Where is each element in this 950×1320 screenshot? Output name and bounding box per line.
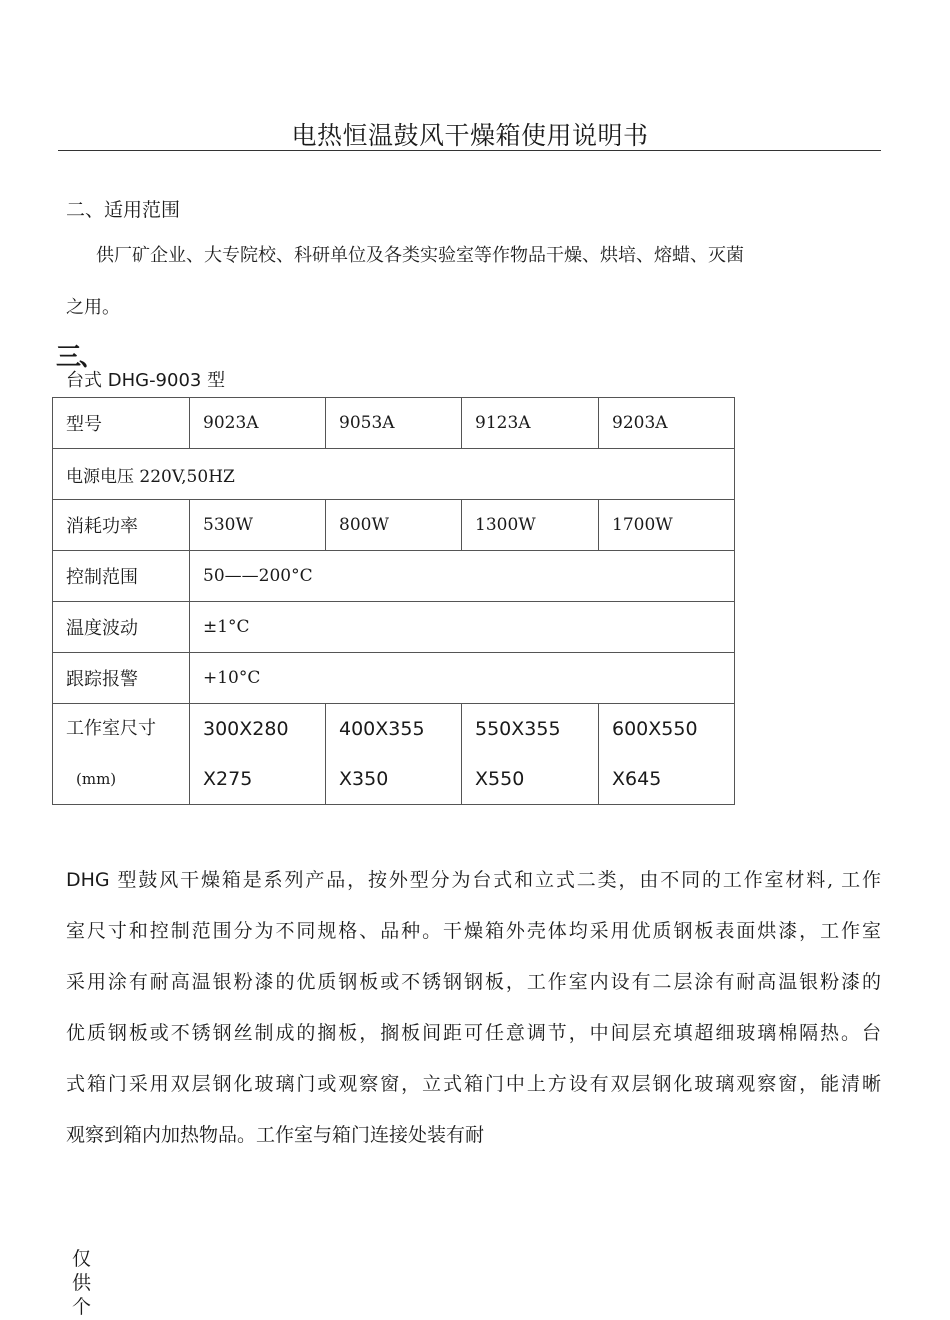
- table-cell-power: 530W: [190, 500, 326, 551]
- table-row-power: [53, 500, 735, 551]
- table-row-voltage: [53, 449, 735, 500]
- table-cell-control-value: 50——200°C: [190, 551, 735, 602]
- table-cell-alarm-label: 跟踪报警: [53, 653, 190, 704]
- table-cell-power: 800W: [326, 500, 462, 551]
- table-row-chamber-size: [53, 704, 735, 805]
- description-line: 式箱门采用双层钢化玻璃门或观察窗，立式箱门中上方设有双层钢化玻璃观察窗，能清晰: [66, 1073, 881, 1095]
- scope-paragraph-line2: 之用。: [66, 297, 120, 318]
- description-line: 采用涂有耐高温银粉漆的优质钢板或不锈钢钢板，工作室内设有二层涂有耐高温银粉漆的: [66, 971, 881, 993]
- section-number: 三、: [56, 342, 103, 371]
- description-line: 优质钢板或不锈钢丝制成的搁板，搁板间距可任意调节，中间层充填超细玻璃棉隔热。台: [66, 1022, 881, 1044]
- table-row-fluctuation: [53, 602, 735, 653]
- spec-table: [52, 397, 735, 805]
- size-line1: 550X355: [475, 718, 561, 740]
- table-cell-power: 1700W: [599, 500, 735, 551]
- table-cell-alarm-value: +10°C: [190, 653, 735, 704]
- table-cell-fluct-value: ±1°C: [190, 602, 735, 653]
- table-row-model: [53, 398, 735, 449]
- description-line: [66, 855, 881, 906]
- vertical-footer-text: 仅供个: [72, 1248, 92, 1318]
- description-line1-rest: 型鼓风干燥箱是系列产品，按外型分为台式和立式二类，由不同的工作室材料, 工作: [109, 869, 881, 891]
- description-paragraph: [66, 855, 896, 1161]
- size-label-text: 工作室尺寸: [66, 718, 156, 739]
- title-underline: [58, 150, 881, 151]
- table-cell-model: 9203A: [599, 398, 735, 449]
- table-cell-size: [599, 704, 735, 805]
- size-line2: X645: [612, 768, 662, 790]
- table-cell-model: 9053A: [326, 398, 462, 449]
- table-cell-power-label: 消耗功率: [53, 500, 190, 551]
- size-line1: 300X280: [203, 718, 289, 740]
- table-cell-power: 1300W: [462, 500, 599, 551]
- table-row-alarm: [53, 653, 735, 704]
- table-cell-fluct-label: 温度波动: [53, 602, 190, 653]
- table-cell-voltage: 电源电压 220V,50HZ: [53, 449, 735, 500]
- document-title: 电热恒温鼓风干燥箱使用说明书: [291, 121, 649, 150]
- table-cell-model: 9123A: [462, 398, 599, 449]
- table-cell-model: 9023A: [190, 398, 326, 449]
- size-line2: X350: [339, 768, 389, 790]
- table-cell-size-label: [53, 704, 190, 805]
- description-line: 观察到箱内加热物品。工作室与箱门连接处装有耐: [66, 1124, 485, 1146]
- table-row-control-range: [53, 551, 735, 602]
- description-line: 室尺寸和控制范围分为不同规格、品种。干燥箱外壳体均采用优质钢板表面烘漆，工作室: [66, 920, 881, 942]
- model-prefix: DHG: [66, 869, 110, 891]
- section-heading-scope: 二、适用范围: [66, 199, 181, 221]
- table-cell-size: [326, 704, 462, 805]
- size-line1: 400X355: [339, 718, 425, 740]
- table-cell-model-label: 型号: [53, 398, 190, 449]
- size-line1: 600X550: [612, 718, 698, 740]
- scope-paragraph-line1: 供厂矿企业、大专院校、科研单位及各类实验室等作物品干燥、烘培、熔蜡、灭菌: [96, 245, 744, 266]
- table-cell-size: [462, 704, 599, 805]
- model-label: 台式 DHG-9003 型: [66, 370, 226, 391]
- table-cell-control-label: 控制范围: [53, 551, 190, 602]
- table-cell-size: [190, 704, 326, 805]
- size-unit-text: (mm): [76, 770, 117, 788]
- size-line2: X275: [203, 768, 253, 790]
- size-line2: X550: [475, 768, 525, 790]
